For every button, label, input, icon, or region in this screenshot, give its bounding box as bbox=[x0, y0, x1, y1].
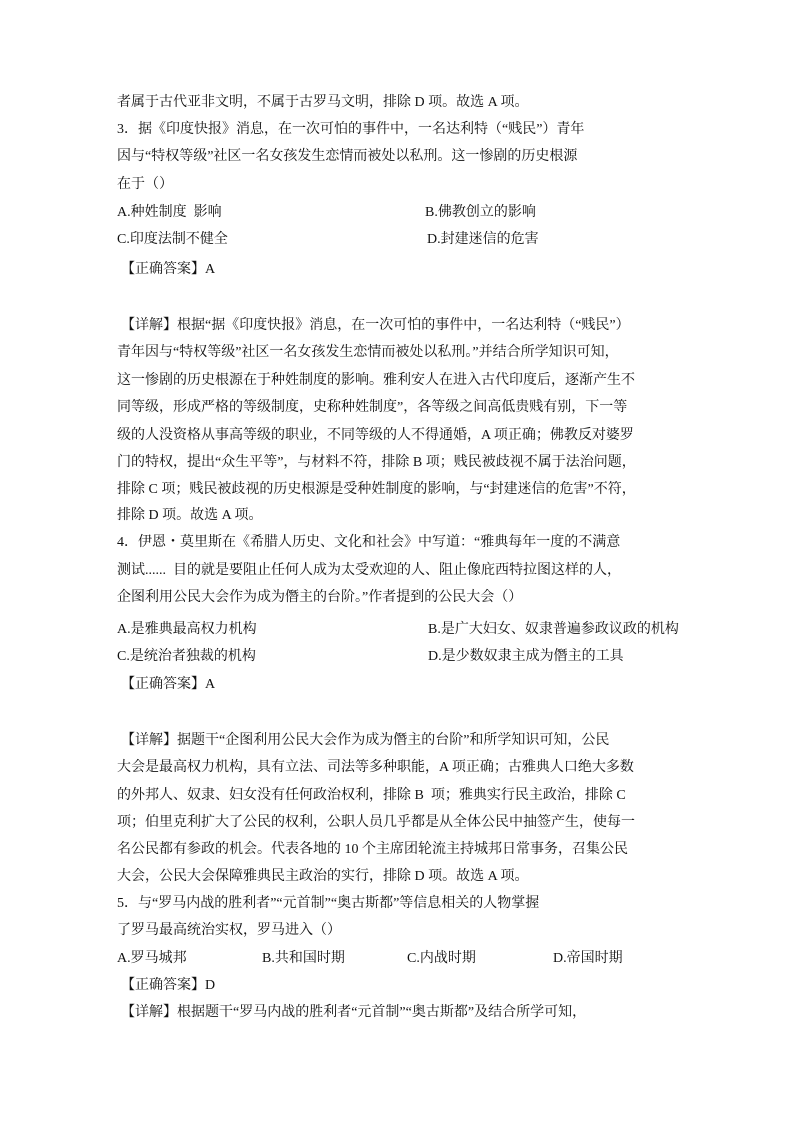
question-4-stem-line: 测试...... 目的就是要阻止任何人成为太受欢迎的人、阻止像庇西特拉图这样的人， bbox=[117, 563, 621, 578]
question-3-option-d: D.封建迷信的危害 bbox=[427, 232, 539, 247]
question-3-explanation-line: 级的人没资格从事高等级的职业，不同等级的人不得通婚，A 项正确；佛教反对婆罗 bbox=[117, 428, 634, 443]
question-5-option-b: B.共和国时期 bbox=[262, 951, 345, 966]
question-5-stem-line: 5．与“罗马内战的胜利者”“元首制”“奥古斯都”等信息相关的人物掌握 bbox=[117, 896, 540, 911]
question-3-stem-line: 在于（） bbox=[117, 177, 173, 192]
question-4-explanation-line: 的外邦人、奴隶、妇女没有任何政治权利，排除 B 项；雅典实行民主政治，排除 C bbox=[117, 788, 626, 803]
question-5-stem-line: 了罗马最高统治实权，罗马进入（） bbox=[117, 923, 341, 938]
question-4-option-a: A.是雅典最高权力机构 bbox=[117, 622, 257, 637]
question-5-option-c: C.内战时期 bbox=[407, 951, 476, 966]
question-3-option-b: B.佛教创立的影响 bbox=[425, 205, 536, 220]
question-3-explanation-line: 【详解】根据“据《印度快报》消息，在一次可怕的事件中，一名达利特（“贱民”） bbox=[121, 318, 630, 333]
question-3-option-a: A.种姓制度 影响 bbox=[117, 205, 222, 220]
question-4-explanation-line: 名公民都有参政的机会。代表各地的 10 个主席团轮流主持城邦日常事务，召集公民 bbox=[117, 842, 628, 857]
question-3-explanation-line: 门的特权，提出“众生平等”，与材料不符，排除 B 项；贱民被歧视不属于法治问题， bbox=[117, 455, 636, 470]
question-3-explanation-line: 排除 C 项；贱民被歧视的历史根源是受种姓制度的影响，与“封建迷信的危害”不符， bbox=[117, 482, 636, 497]
question-3-stem-line: 3．据《印度快报》消息，在一次可怕的事件中，一名达利特（“贱民”）青年 bbox=[117, 122, 585, 137]
question-3-explanation-line: 排除 D 项。故选 A 项。 bbox=[117, 508, 263, 523]
question-5-option-d: D.帝国时期 bbox=[553, 951, 623, 966]
question-3-explanation-line: 青年因与“特权等级”社区一名女孩发生恋情而被处以私刑。”并结合所学知识可知， bbox=[117, 345, 619, 360]
question-4-answer: 【正确答案】A bbox=[121, 677, 216, 692]
question-3-answer: 【正确答案】A bbox=[121, 262, 216, 277]
question-4-explanation-line: 大会是最高权力机构，具有立法、司法等多种职能，A 项正确；古雅典人口绝大多数 bbox=[117, 760, 634, 775]
question-4-explanation-line: 【详解】据题干“企图利用公民大会作为成为僭主的台阶”和所学知识可知，公民 bbox=[121, 733, 610, 748]
question-3-explanation-line: 同等级，形成严格的等级制度，史称种姓制度”，各等级之间高低贵贱有别，下一等 bbox=[117, 400, 628, 415]
question-4-explanation-line: 大会，公民大会保障雅典民主政治的实行，排除 D 项。故选 A 项。 bbox=[117, 869, 529, 884]
previous-explanation-tail: 者属于古代亚非文明，不属于古罗马文明，排除 D 项。故选 A 项。 bbox=[117, 95, 529, 110]
question-3-stem-line: 因与“特权等级”社区一名女孩发生恋情而被处以私刑。这一惨剧的历史根源 bbox=[117, 149, 578, 164]
question-4-stem-line: 企图利用公民大会作为成为僭主的台阶。”作者提到的公民大会（） bbox=[117, 590, 523, 605]
question-5-answer: 【正确答案】D bbox=[121, 978, 216, 993]
question-4-option-c: C.是统治者独裁的机构 bbox=[117, 649, 256, 664]
question-5-option-a: A.罗马城邦 bbox=[117, 951, 187, 966]
question-4-option-b: B.是广大妇女、奴隶普遍参政议政的机构 bbox=[428, 622, 679, 637]
question-3-explanation-line: 这一惨剧的历史根源在于种姓制度的影响。雅利安人在进入古代印度后，逐渐产生不 bbox=[117, 373, 635, 388]
question-4-explanation-line: 项；伯里克利扩大了公民的权利，公职人员几乎都是从全体公民中抽签产生，使每一 bbox=[117, 815, 635, 830]
question-5-explanation-line: 【详解】根据题干“罗马内战的胜利者“元首制”“奥古斯都”及结合所学可知， bbox=[121, 1005, 587, 1020]
question-4-option-d: D.是少数奴隶主成为僭主的工具 bbox=[428, 649, 624, 664]
question-3-option-c: C.印度法制不健全 bbox=[117, 232, 228, 247]
question-4-stem-line: 4．伊恩・莫里斯在《希腊人历史、文化和社会》中写道：“雅典每年一度的不满意 bbox=[117, 535, 621, 550]
